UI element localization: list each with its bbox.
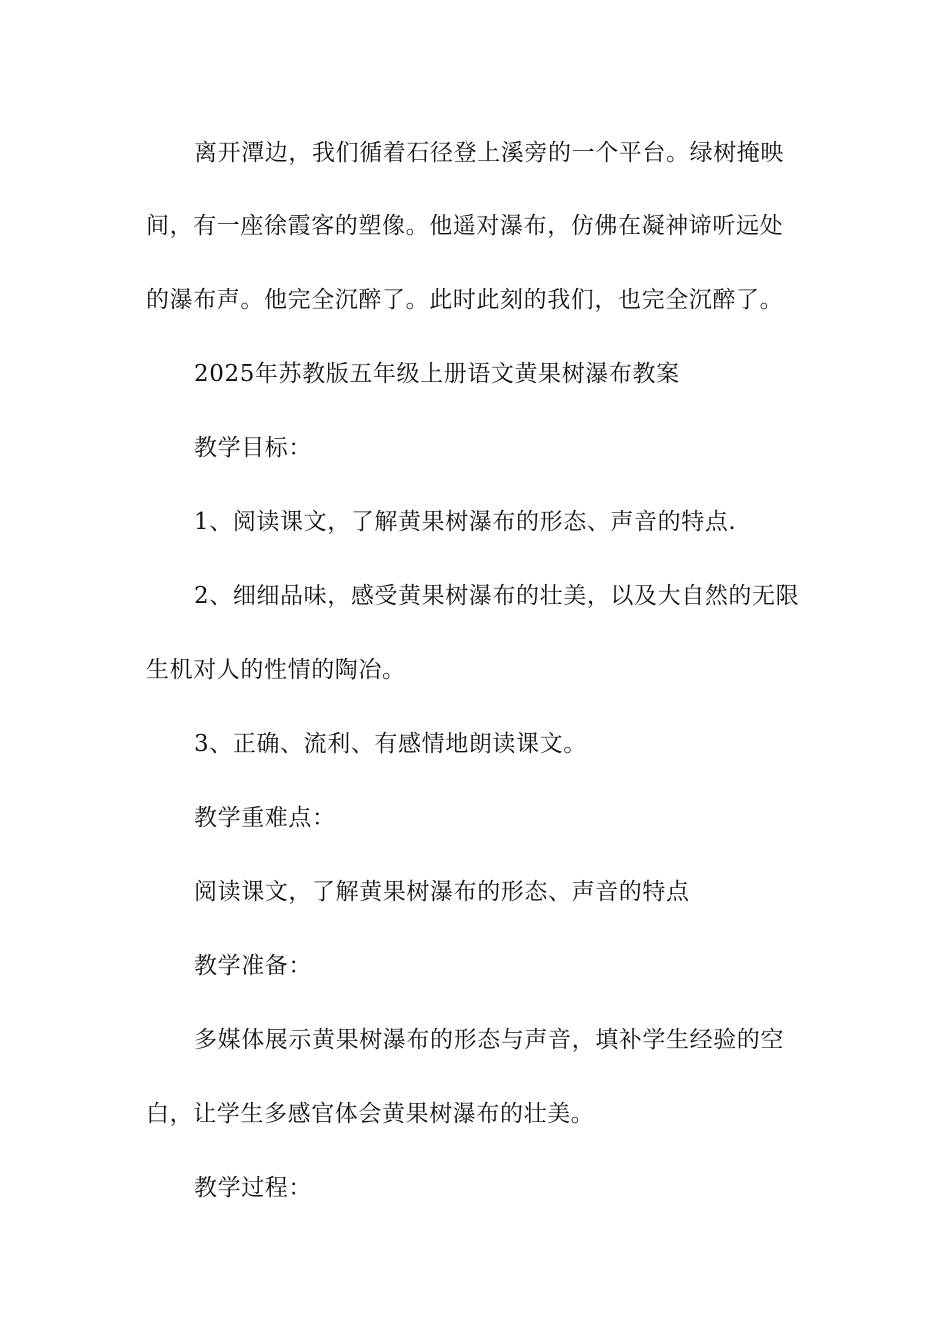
paragraph-line: 的瀑布声。他完全沉醉了。此时此刻的我们，也完全沉醉了。 (146, 287, 784, 313)
section-heading-process: 教学过程： (194, 1175, 312, 1201)
document-title: 2025年苏教版五年级上册语文黄果树瀑布教案 (194, 361, 680, 387)
section-heading-preparation: 教学准备： (194, 953, 312, 979)
paragraph-line: 间，有一座徐霞客的塑像。他遥对瀑布，仿佛在凝神谛听远处 (146, 213, 784, 239)
preparation-text-continuation: 白，让学生多感官体会黄果树瀑布的壮美。 (146, 1101, 595, 1127)
key-points-text: 阅读课文，了解黄果树瀑布的形态、声音的特点 (194, 879, 690, 905)
objective-item: 1、阅读课文，了解黄果树瀑布的形态、声音的特点. (194, 509, 737, 535)
paragraph-line: 离开潭边，我们循着石径登上溪旁的一个平台。绿树掩映 (194, 140, 784, 166)
objective-item: 2、细细品味，感受黄果树瀑布的壮美，以及大自然的无限 (194, 583, 800, 609)
preparation-text: 多媒体展示黄果树瀑布的形态与声音，填补学生经验的空 (194, 1027, 784, 1053)
objective-item: 3、正确、流利、有感情地朗读课文。 (194, 731, 587, 757)
section-heading-objectives: 教学目标： (194, 435, 312, 461)
section-heading-key-points: 教学重难点： (194, 805, 336, 831)
objective-item-continuation: 生机对人的性情的陶冶。 (146, 657, 406, 683)
